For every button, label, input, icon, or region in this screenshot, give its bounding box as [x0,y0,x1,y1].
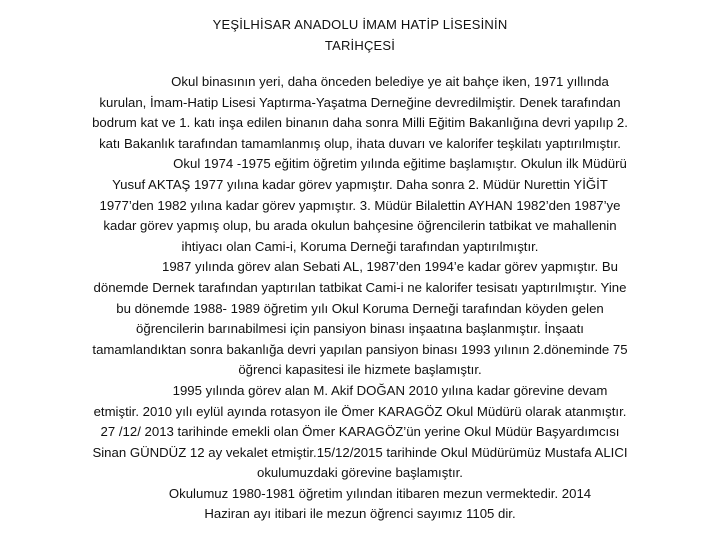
body-line: bodrum kat ve 1. katı inşa edilen binanın daha sonra Milli Eğitim Bakanlığına devri yapılıp 2. [92,115,628,131]
body-line: 27 /12/ 2013 tarihinde emekli olan Ömer KARAGÖZ’ün yerine Okul Müdür Başyardımcısı [100,424,620,440]
body-line: Haziran ayı itibari ile mezun öğrenci sayımız 1105 dir. [204,506,516,522]
body-line: katı Bakanlık tarafından tamamlanmış olup, ihata duvarı ve kalorifer teşkilatı yaptırılmıştır. [99,135,621,151]
document-body [40,72,680,525]
body-line: öğrencilerin barınabilmesi için pansiyon binası inşaatına başlanmıştır. İnşaatı [136,321,584,337]
title-line: TARİHÇESİ [324,38,396,53]
body-line: öğrenci kapasitesi ile hizmete başlamıştır. [238,362,482,378]
body-line: Yusuf AKTAŞ 1977 yılına kadar görev yapmıştır. Daha sonra 2. Müdür Nurettin YİĞİT [112,176,608,192]
body-line: kadar görev yapmış olup, bu arada okulun bahçesine öğrencilerin tatbikat ve mahallenin [103,218,617,234]
body-line: ihtiyacı olan Cami-i, Koruma Derneği tarafından yaptırılmıştır. [181,238,539,254]
body-line: Sinan GÜNDÜZ 12 ay vekalet etmiştir.15/12/2015 tarihinde Okul Müdürümüz Mustafa ALICI [92,444,628,460]
body-line: 1995 yılında görev alan M. Akif DOĞAN 2010 yılına kadar görevine devam [172,382,608,398]
body-line: 1987 yılında görev alan Sebati AL, 1987’den 1994’e kadar görev yapmıştır. Bu [161,259,618,275]
document-title [0,14,720,56]
body-line: etmiştir. 2010 yılı eylül ayında rotasyon ile Ömer KARAGÖZ Okul Müdürü olarak atanmıştır. [93,403,627,419]
body-line: kurulan, İmam-Hatip Lisesi Yaptırma-Yaşatma Derneğine devredilmiştir. Denek tarafından [99,94,621,110]
title-line: YEŞİLHİSAR ANADOLU İMAM HATİP LİSESİNİN [212,17,508,32]
body-line: dönemde Dernek tarafından yaptırılan tatbikat Cami-i ne kalorifer tesisatı yaptırılmıştır. Yine [93,279,627,295]
body-line: Okul 1974 -1975 eğitim öğretim yılında eğitime başlamıştır. Okulun ilk Müdürü [173,156,627,172]
body-line: okulumuzdaki görevine başlamıştır. [257,465,463,481]
body-line: bu dönemde 1988- 1989 öğretim yılı Okul Koruma Derneği tarafından köyden gelen [116,300,604,316]
body-line: 1977’den 1982 yılına kadar görev yapmıştır. 3. Müdür Bilalettin AYHAN 1982’den 1987’ye [99,197,621,213]
body-line: tamamlandıktan sonra bakanlığa devri yapılan pansiyon binası 1993 yılının 2.döneminde 75 [92,341,628,357]
body-line: Okulumuz 1980-1981 öğretim yılından itibaren mezun vermektedir. 2014 [168,485,592,501]
body-line: Okul binasının yeri, daha önceden belediye ye ait bahçe iken, 1971 yıllında [171,74,609,89]
